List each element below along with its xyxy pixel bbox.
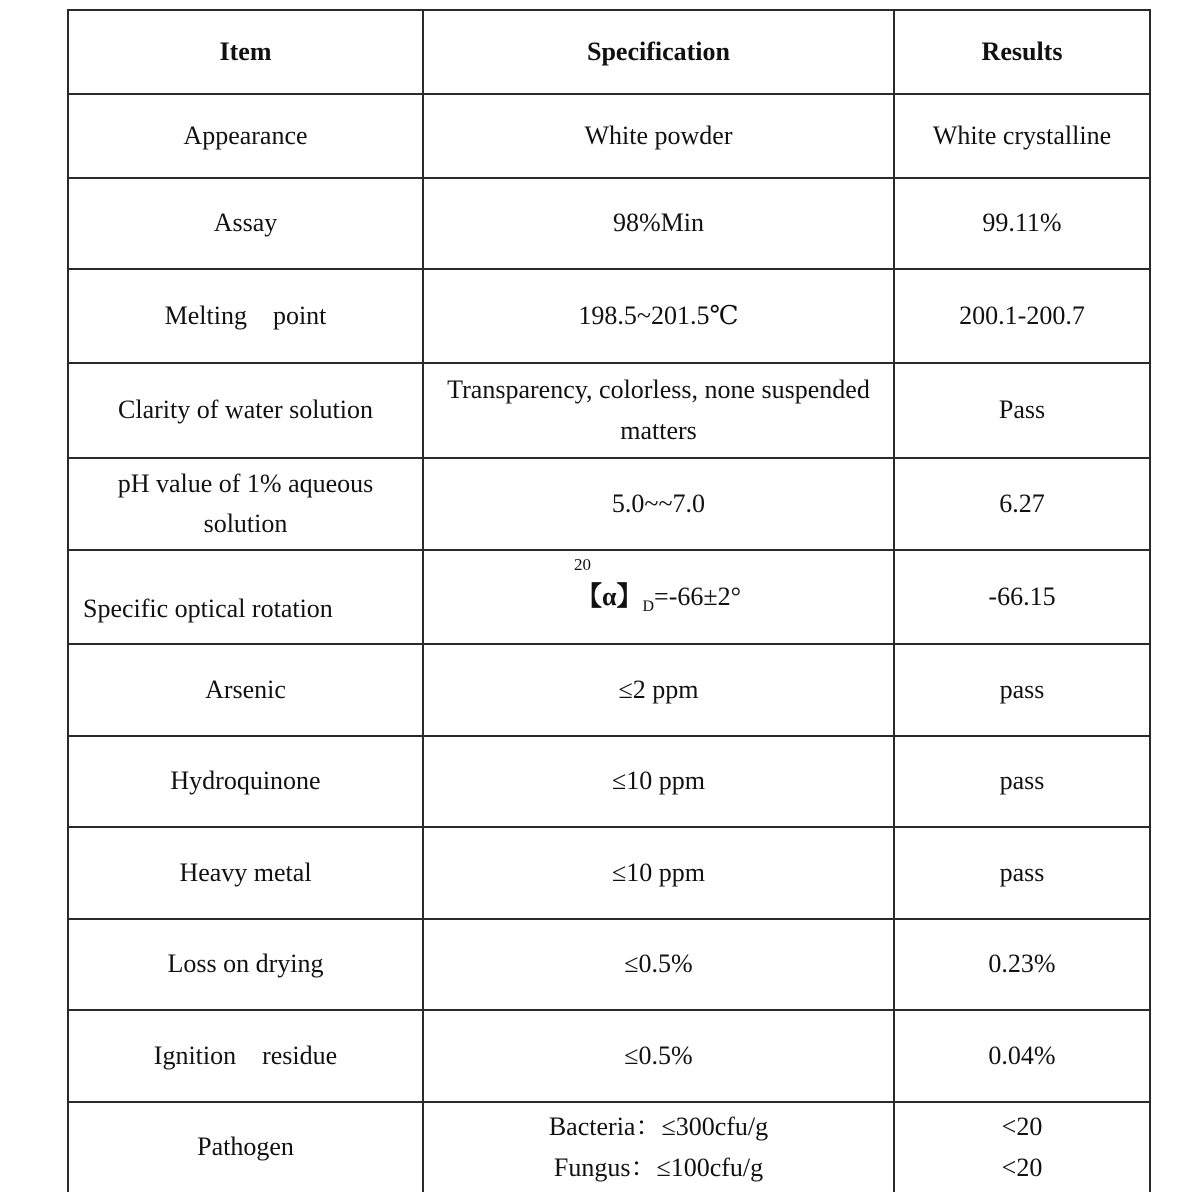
cell-specification: ≤0.5% (423, 1010, 894, 1102)
cell-item: Heavy metal (68, 827, 423, 919)
spec-superscript: 20 (573, 554, 591, 574)
table-row (68, 178, 1150, 269)
cell-line: Fungus：≤100cfu/g (553, 1152, 764, 1182)
cell-item: Arsenic (68, 644, 423, 736)
cell-item: Assay (68, 178, 423, 269)
cell-specification: ≤10 ppm (423, 827, 894, 919)
spec-prefix: 【α】 (575, 581, 643, 611)
table-row (68, 94, 1150, 178)
cell-specification: ≤10 ppm (423, 736, 894, 827)
specification-table (67, 9, 1151, 1192)
cell-specification: 198.5~201.5℃ (423, 269, 894, 363)
table-row (68, 644, 1150, 736)
cell-line: <20 (1001, 1152, 1043, 1182)
cell-specification (423, 1102, 894, 1192)
cell-item: Clarity of water solution (68, 363, 423, 458)
optical-rotation-spec (573, 554, 742, 615)
cell-item: Pathogen (68, 1102, 423, 1192)
header-item: Item (68, 10, 423, 94)
cell-line: Bacteria：≤300cfu/g (548, 1112, 769, 1142)
table-row (68, 363, 1150, 458)
table-row (68, 827, 1150, 919)
cell-results: White crystalline (894, 94, 1150, 178)
spec-value: =-66±2° (654, 581, 742, 611)
cell-results: 0.23% (894, 919, 1150, 1010)
cell-results: -66.15 (894, 550, 1150, 644)
cell-item: Appearance (68, 94, 423, 178)
cell-results: 6.27 (894, 458, 1150, 550)
cell-specification: 98%Min (423, 178, 894, 269)
cell-results: 99.11% (894, 178, 1150, 269)
table-row (68, 550, 1150, 644)
cell-results: pass (894, 644, 1150, 736)
cell-results: Pass (894, 363, 1150, 458)
cell-item: Hydroquinone (68, 736, 423, 827)
cell-results: 200.1-200.7 (894, 269, 1150, 363)
cell-results (894, 1102, 1150, 1192)
spec-subscript: D (642, 597, 655, 615)
header-row (68, 10, 1150, 94)
cell-results: pass (894, 736, 1150, 827)
header-results: Results (894, 10, 1150, 94)
table-row (68, 1102, 1150, 1192)
cell-item: Specific optical rotation (68, 550, 423, 644)
cell-specification: ≤2 ppm (423, 644, 894, 736)
cell-item: Ignition residue (68, 1010, 423, 1102)
cell-specification: ≤0.5% (423, 919, 894, 1010)
table-row (68, 919, 1150, 1010)
cell-results: pass (894, 827, 1150, 919)
cell-item: pH value of 1% aqueous solution (68, 458, 423, 550)
cell-item: Melting point (68, 269, 423, 363)
table-row (68, 269, 1150, 363)
cell-line: <20 (1001, 1112, 1043, 1142)
cell-specification: Transparency, colorless, none suspended matters (423, 363, 894, 458)
cell-specification: White powder (423, 94, 894, 178)
cell-specification (423, 550, 894, 644)
table-row (68, 458, 1150, 550)
cell-results: 0.04% (894, 1010, 1150, 1102)
header-specification: Specification (423, 10, 894, 94)
table-row (68, 736, 1150, 827)
cell-specification: 5.0~~7.0 (423, 458, 894, 550)
cell-item: Loss on drying (68, 919, 423, 1010)
table-row (68, 1010, 1150, 1102)
